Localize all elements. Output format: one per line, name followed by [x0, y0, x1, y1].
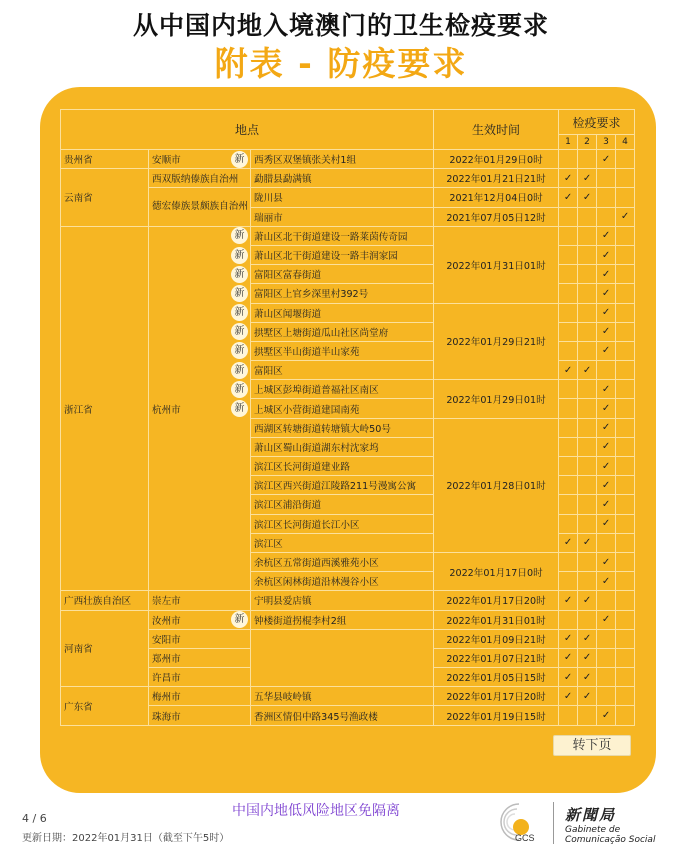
new-badge: 新 [231, 285, 248, 302]
requirement-mark [597, 591, 616, 610]
city-name: 德宏傣族景颇族自治州 [152, 201, 248, 213]
req-number: 2 [578, 135, 597, 150]
place-cell: 萧山区北干街道建设一路莱茵传奇园 [251, 226, 434, 245]
requirement-mark [616, 476, 635, 495]
requirement-mark [616, 341, 635, 360]
place-cell: 滨江区长河街道长江小区 [251, 514, 434, 533]
requirement-mark [559, 207, 578, 226]
requirement-mark [559, 322, 578, 341]
requirement-mark [616, 706, 635, 725]
requirement-mark: ✓ [597, 476, 616, 495]
city-cell [149, 648, 251, 667]
place-cell: 滨江区浦沿街道 [251, 495, 434, 514]
city-name: 崇左市 [152, 596, 181, 608]
place-cell: 萧山区闻堰街道 [251, 303, 434, 322]
effective-cell: 2022年01月29日01时 [434, 380, 559, 418]
new-badge: 新 [231, 362, 248, 379]
city-cell [149, 706, 251, 725]
requirement-mark [597, 188, 616, 207]
requirement-mark [578, 552, 597, 571]
requirement-mark [616, 265, 635, 284]
place-cell [251, 629, 434, 687]
place-cell: 香洲区情侣中路345号渔政楼 [251, 706, 434, 725]
requirement-mark [597, 668, 616, 687]
requirement-mark [559, 495, 578, 514]
requirement-mark [578, 399, 597, 418]
requirement-mark: ✓ [597, 610, 616, 629]
table-row [61, 150, 635, 169]
place-cell: 富阳区上官乡深里村392号 [251, 284, 434, 303]
requirement-mark [597, 207, 616, 226]
gcs-logo-icon [497, 800, 537, 844]
requirement-mark [578, 706, 597, 725]
requirement-mark: ✓ [559, 687, 578, 706]
place-cell: 上城区小营街道建国南苑 [251, 399, 434, 418]
requirement-mark [616, 668, 635, 687]
requirement-mark [616, 245, 635, 264]
city-name: 梅州市 [152, 692, 181, 704]
new-badge: 新 [231, 323, 248, 340]
org-name [565, 804, 655, 845]
requirement-mark [559, 552, 578, 571]
requirement-mark [616, 687, 635, 706]
effective-cell: 2022年01月31日01时 [434, 226, 559, 303]
requirement-mark [559, 706, 578, 725]
requirement-mark [578, 457, 597, 476]
requirement-mark: ✓ [597, 418, 616, 437]
city-name: 汝州市 [152, 615, 181, 627]
requirement-mark [578, 380, 597, 399]
effective-cell: 2022年01月09日21时 [434, 629, 559, 648]
city-cell [149, 629, 251, 648]
city-name: 珠海市 [152, 711, 181, 723]
requirement-mark: ✓ [597, 265, 616, 284]
place-cell: 拱墅区上塘街道瓜山社区尚堂府 [251, 322, 434, 341]
city-name: 安阳市 [152, 634, 181, 646]
update-date: 更新日期：2022年01月31日（截至下午5时） [22, 833, 230, 844]
new-badge: 新 [231, 381, 248, 398]
requirement-mark: ✓ [597, 380, 616, 399]
city-cell [149, 668, 251, 687]
place-cell: 瑞丽市 [251, 207, 434, 226]
requirement-mark [559, 514, 578, 533]
requirement-mark: ✓ [578, 533, 597, 552]
place-cell: 钟楼街道拐棍李村2组 [251, 610, 434, 629]
requirement-mark [597, 169, 616, 188]
requirement-mark: ✓ [597, 322, 616, 341]
place-cell: 滨江区 [251, 533, 434, 552]
place-cell: 余杭区闲林街道沿林漫谷小区 [251, 572, 434, 591]
requirement-mark [559, 341, 578, 360]
table-row [61, 610, 635, 629]
requirement-mark [578, 610, 597, 629]
requirement-mark [559, 284, 578, 303]
new-badge: 新 [231, 151, 248, 168]
requirement-mark: ✓ [597, 572, 616, 591]
requirement-mark [616, 169, 635, 188]
requirement-mark: ✓ [559, 668, 578, 687]
new-badge: 新 [231, 266, 248, 283]
requirement-mark [578, 514, 597, 533]
requirement-mark [559, 476, 578, 495]
province-cell: 云南省 [61, 169, 149, 227]
place-cell: 萧山区北干街道建设一路丰润家园 [251, 245, 434, 264]
req-number: 4 [616, 135, 635, 150]
city-name: 西双版纳傣族自治州 [152, 174, 239, 186]
place-cell: 富阳区富春街道 [251, 265, 434, 284]
requirement-mark [616, 150, 635, 169]
requirement-mark [597, 533, 616, 552]
requirement-mark: ✓ [559, 169, 578, 188]
requirement-mark [616, 188, 635, 207]
requirement-mark: ✓ [597, 341, 616, 360]
place-cell: 西湖区转塘街道转塘镇大岭50号 [251, 418, 434, 437]
requirement-mark [597, 629, 616, 648]
place-cell: 余杭区五常街道西溪雅苑小区 [251, 552, 434, 571]
place-cell: 滨江区西兴街道江陵路211号漫寓公寓 [251, 476, 434, 495]
requirement-mark: ✓ [559, 533, 578, 552]
requirement-mark: ✓ [597, 399, 616, 418]
requirement-mark [559, 457, 578, 476]
place-cell: 拱墅区半山街道半山家苑 [251, 341, 434, 360]
effective-cell: 2022年01月07日21时 [434, 648, 559, 667]
effective-cell: 2022年01月17日20时 [434, 591, 559, 610]
requirement-mark [578, 322, 597, 341]
effective-cell: 2022年01月29日21时 [434, 303, 559, 380]
table-row [61, 687, 635, 706]
requirement-mark [616, 226, 635, 245]
requirement-mark: ✓ [578, 591, 597, 610]
requirement-mark: ✓ [597, 245, 616, 264]
requirement-mark [616, 361, 635, 380]
requirement-mark [578, 265, 597, 284]
page-subtitle: 附表 - 防疫要求 [214, 44, 468, 83]
requirement-mark: ✓ [559, 361, 578, 380]
requirement-mark [578, 207, 597, 226]
requirement-mark [578, 495, 597, 514]
city-name: 杭州市 [152, 404, 181, 416]
table-row [61, 226, 635, 245]
requirement-mark: ✓ [559, 629, 578, 648]
requirement-mark [559, 380, 578, 399]
requirement-mark [616, 418, 635, 437]
city-name: 郑州市 [152, 653, 181, 665]
place-cell: 富阳区 [251, 361, 434, 380]
requirement-mark [616, 514, 635, 533]
requirement-mark [616, 437, 635, 456]
requirement-mark [616, 648, 635, 667]
req-number: 1 [559, 135, 578, 150]
place-cell: 西秀区双堡镇张关村1组 [251, 150, 434, 169]
new-badge: 新 [231, 227, 248, 244]
requirement-mark [616, 591, 635, 610]
requirement-mark [559, 572, 578, 591]
location-header: 地点 [61, 110, 434, 150]
table-row [61, 591, 635, 610]
requirement-mark: ✓ [559, 648, 578, 667]
requirement-mark [578, 226, 597, 245]
quarantine-table [60, 109, 635, 726]
requirement-mark [559, 418, 578, 437]
requirement-mark: ✓ [597, 457, 616, 476]
effective-cell: 2022年01月17日0时 [434, 552, 559, 590]
requirement-mark [559, 437, 578, 456]
requirement-mark [616, 380, 635, 399]
place-cell: 上城区彭埠街道普福社区南区 [251, 380, 434, 399]
requirement-mark: ✓ [578, 687, 597, 706]
place-cell: 五华县岐岭镇 [251, 687, 434, 706]
province-cell: 贵州省 [61, 150, 149, 169]
city-name: 许昌市 [152, 673, 181, 685]
next-page-button[interactable]: 转下页 [553, 735, 631, 756]
requirement-mark: ✓ [597, 552, 616, 571]
requirement-mark: ✓ [597, 495, 616, 514]
requirement-mark: ✓ [597, 226, 616, 245]
page-indicator: 4 / 6 [22, 812, 47, 825]
requirement-mark: ✓ [578, 668, 597, 687]
city-cell [149, 188, 251, 226]
city-cell [149, 169, 251, 188]
requirement-mark [578, 341, 597, 360]
requirement-mark [616, 457, 635, 476]
new-badge: 新 [231, 342, 248, 359]
req-number: 3 [597, 135, 616, 150]
requirement-mark [578, 284, 597, 303]
new-badge: 新 [231, 611, 248, 628]
requirement-mark [597, 648, 616, 667]
effective-cell: 2022年01月29日0时 [434, 150, 559, 169]
new-badge: 新 [231, 247, 248, 264]
requirement-mark [578, 303, 597, 322]
requirement-mark [616, 495, 635, 514]
effective-cell: 2022年01月17日20时 [434, 687, 559, 706]
requirement-mark: ✓ [597, 150, 616, 169]
requirement-mark [559, 226, 578, 245]
requirement-mark [616, 322, 635, 341]
logo-letters: GCS [515, 833, 535, 843]
effective-cell: 2021年12月04日0时 [434, 188, 559, 207]
requirement-mark [559, 610, 578, 629]
low-risk-link[interactable]: 中国内地低风险地区免隔离 [232, 803, 400, 819]
province-cell: 河南省 [61, 610, 149, 687]
place-cell: 萧山区蜀山街道湖东村沈家坞 [251, 437, 434, 456]
requirement-mark [597, 687, 616, 706]
requirement-mark: ✓ [559, 591, 578, 610]
requirement-mark: ✓ [597, 284, 616, 303]
requirement-mark [616, 284, 635, 303]
requirement-mark [616, 610, 635, 629]
city-name: 安顺市 [152, 155, 181, 167]
requirement-mark [578, 437, 597, 456]
requirement-mark: ✓ [578, 648, 597, 667]
org-name-zh: 新聞局 [565, 806, 617, 824]
province-cell: 浙江省 [61, 226, 149, 591]
new-badge: 新 [231, 400, 248, 417]
requirement-mark [616, 399, 635, 418]
table-body [61, 150, 635, 726]
requirement-mark: ✓ [597, 706, 616, 725]
place-cell: 勐腊县勐满镇 [251, 169, 434, 188]
requirement-mark [578, 476, 597, 495]
requirement-mark: ✓ [578, 188, 597, 207]
requirements-header: 检疫要求 [559, 110, 635, 135]
requirement-mark: ✓ [578, 629, 597, 648]
province-cell: 广东省 [61, 687, 149, 725]
table-row [61, 169, 635, 188]
requirement-mark [616, 552, 635, 571]
requirement-mark: ✓ [597, 303, 616, 322]
place-cell: 宁明县爱店镇 [251, 591, 434, 610]
effective-cell: 2022年01月21日21时 [434, 169, 559, 188]
requirement-mark: ✓ [616, 207, 635, 226]
requirement-mark [597, 361, 616, 380]
requirement-mark [578, 572, 597, 591]
logo-divider [553, 802, 554, 844]
requirement-mark [559, 399, 578, 418]
effective-header: 生效时间 [434, 110, 559, 150]
requirement-mark [616, 572, 635, 591]
requirement-mark: ✓ [578, 169, 597, 188]
city-cell [149, 591, 251, 610]
requirement-mark [616, 533, 635, 552]
requirement-mark [559, 245, 578, 264]
requirement-mark [559, 265, 578, 284]
requirement-mark: ✓ [597, 514, 616, 533]
place-cell: 滨江区长河街道建业路 [251, 457, 434, 476]
effective-cell: 2022年01月19日15时 [434, 706, 559, 725]
org-name-pt-1: Gabinete de [565, 825, 621, 835]
effective-cell: 2022年01月28日01时 [434, 418, 559, 552]
effective-cell: 2022年01月05日15时 [434, 668, 559, 687]
province-cell: 广西壮族自治区 [61, 591, 149, 610]
requirement-mark: ✓ [559, 188, 578, 207]
requirement-mark [559, 303, 578, 322]
org-name-pt-2: Comunicação Social [565, 835, 656, 845]
page-title: 从中国内地入境澳门的卫生检疫要求 [132, 11, 549, 40]
effective-cell: 2021年07月05日12时 [434, 207, 559, 226]
requirement-mark [559, 150, 578, 169]
requirement-mark: ✓ [578, 361, 597, 380]
requirement-mark: ✓ [597, 437, 616, 456]
requirement-mark [578, 150, 597, 169]
new-badge: 新 [231, 304, 248, 321]
city-cell [149, 687, 251, 706]
requirement-mark [616, 629, 635, 648]
requirement-mark [616, 303, 635, 322]
requirement-mark [578, 418, 597, 437]
effective-cell: 2022年01月31日01时 [434, 610, 559, 629]
place-cell: 陇川县 [251, 188, 434, 207]
requirement-mark [578, 245, 597, 264]
